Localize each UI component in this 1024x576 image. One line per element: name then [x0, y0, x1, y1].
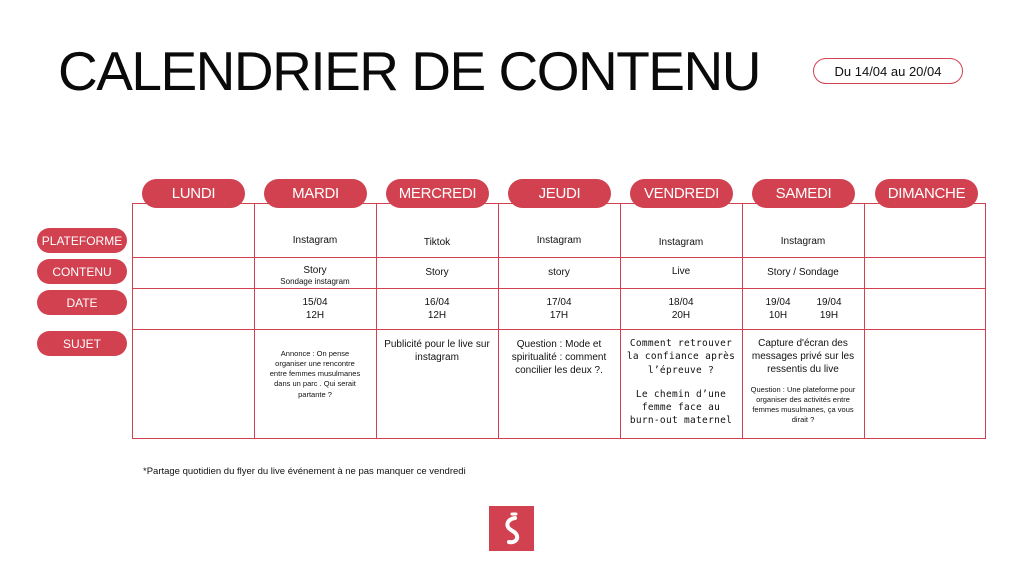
cell-date-jeudi [498, 296, 620, 322]
day-header-samedi: SAMEDI [752, 179, 855, 208]
grid-divider [132, 288, 986, 289]
cell-date-samedi-a [752, 296, 804, 322]
day-header-mercredi: MERCREDI [386, 179, 489, 208]
page-title: CALENDRIER DE CONTENU [58, 40, 760, 102]
grid-divider [132, 329, 986, 330]
date-range-badge: Du 14/04 au 20/04 [813, 58, 963, 84]
cell-plateforme-mardi: Instagram [292, 235, 338, 246]
date-day: 15/04 [302, 297, 328, 308]
row-label-plateforme: PLATEFORME [37, 228, 127, 253]
cell-plateforme-samedi: Instagram [780, 236, 826, 247]
cell-contenu-mardi [254, 264, 376, 287]
date-time: 20H [671, 310, 691, 321]
date-time: 10H [768, 310, 788, 321]
cell-contenu-mercredi: Story [425, 267, 449, 278]
grid-divider [864, 203, 865, 439]
day-header-mardi: MARDI [264, 179, 367, 208]
date-time: 12H [427, 310, 447, 321]
date-time: 19H [819, 310, 839, 321]
date-day: 19/04 [816, 297, 842, 308]
cell-contenu-vendredi: Live [671, 266, 691, 277]
cell-contenu-samedi: Story / Sondage [767, 267, 839, 278]
date-day: 17/04 [546, 297, 572, 308]
day-header-lundi: LUNDI [142, 179, 245, 208]
date-day: 16/04 [424, 297, 450, 308]
cell-date-vendredi [620, 296, 742, 322]
contenu-mardi-sub: Sondage instagram [280, 277, 350, 286]
cell-sujet-mercredi: Publicité pour le live sur instagram [384, 339, 490, 363]
cell-plateforme-vendredi: Instagram [658, 237, 704, 248]
day-header-vendredi: VENDREDI [630, 179, 733, 208]
sujet-samedi-question: Question : Une plateforme pour organiser des activités entre femmes musulmanes, ça vous dirait ? [750, 385, 856, 425]
row-label-sujet: SUJET [37, 331, 127, 356]
contenu-mardi-main: Story [303, 265, 327, 276]
spacer [624, 377, 738, 388]
cell-date-mercredi [376, 296, 498, 322]
row-label-contenu: CONTENU [37, 259, 127, 284]
date-day: 19/04 [765, 297, 791, 308]
cell-sujet-mardi: Annonce : On pense organiser une rencontre entre femmes musulmanes dans un parc . Qui serait partante ? [269, 349, 361, 399]
cell-contenu-jeudi: story [548, 267, 570, 278]
date-day: 18/04 [668, 297, 694, 308]
cell-sujet-samedi [748, 337, 858, 426]
footnote: *Partage quotidien du flyer du live événement à ne pas manquer ce vendredi [143, 466, 466, 477]
cell-sujet-vendredi [624, 337, 738, 428]
sujet-samedi-main: Capture d'écran des messages privé sur les ressentis du live [751, 338, 855, 375]
cell-sujet-jeudi: Question : Mode et spiritualité : comment concilier les deux ?. [511, 339, 607, 376]
day-header-jeudi: JEUDI [508, 179, 611, 208]
cell-plateforme-mercredi: Tiktok [423, 237, 451, 248]
date-time: 17H [549, 310, 569, 321]
cell-date-mardi [254, 296, 376, 322]
brand-logo-icon [489, 506, 534, 551]
grid-divider [132, 257, 986, 258]
cell-plateforme-jeudi: Instagram [536, 235, 582, 246]
sujet-vendredi-line2: Le chemin d’une femme face au burn-out maternel [629, 388, 733, 427]
sujet-vendredi-line1: Comment retrouver la confiance après l’épreuve ? [626, 338, 736, 376]
date-time: 12H [305, 310, 325, 321]
day-header-dimanche: DIMANCHE [875, 179, 978, 208]
row-label-date: DATE [37, 290, 127, 315]
cell-date-samedi-b [803, 296, 855, 322]
